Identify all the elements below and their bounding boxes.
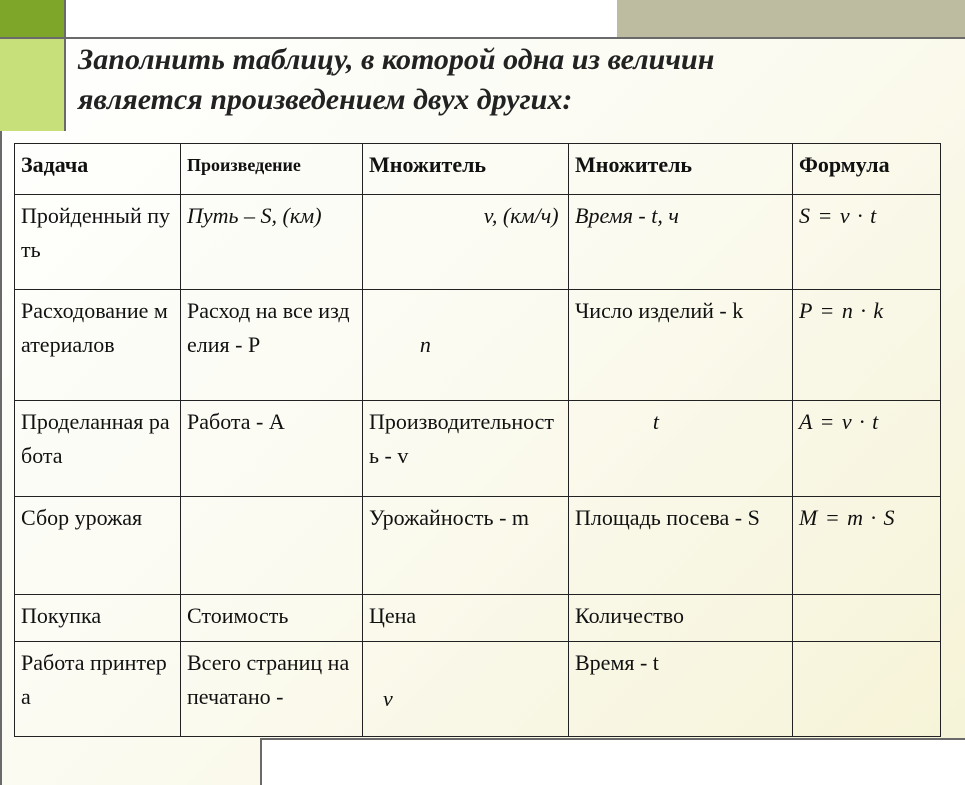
- table-row: [15, 595, 941, 642]
- cell-factor-1: Урожайность - m: [363, 497, 569, 595]
- heading-line-2: является произведением двух других:: [78, 83, 573, 116]
- decor-gray-block: [617, 0, 965, 37]
- cell-factor-1: Производительность - v: [363, 401, 569, 497]
- decor-divider-vertical: [64, 0, 66, 131]
- cell-product: Расход на все изделия - P: [181, 290, 363, 401]
- table-row: [15, 497, 941, 595]
- cell-product: Работа - A: [181, 401, 363, 497]
- cell-product: Путь – S, (км): [181, 195, 363, 290]
- header-cell-factor-2: Множитель: [569, 144, 793, 195]
- cell-factor-2: Число изделий - k: [569, 290, 793, 401]
- cell-task: Пройденный путь: [15, 195, 181, 290]
- cell-factor-1: [363, 195, 569, 290]
- cell-formula: [793, 595, 941, 642]
- cell-factor-2-value: t: [652, 409, 659, 434]
- cell-factor-2: [569, 401, 793, 497]
- cell-task: Сбор урожая: [15, 497, 181, 595]
- decor-green-square: [0, 39, 64, 131]
- cell-formula: [793, 642, 941, 737]
- hidden-answer: [369, 203, 478, 228]
- table-row: [15, 642, 941, 737]
- cell-formula: P = n · k: [793, 290, 941, 401]
- decor-bottom-box: [260, 738, 965, 785]
- cell-factor-2: Время - t, ч: [569, 195, 793, 290]
- hidden-answer: [575, 409, 647, 434]
- header-cell-formula: Формула: [793, 144, 941, 195]
- cell-product: [181, 497, 363, 595]
- cell-task: Работа принтера: [15, 642, 181, 737]
- cell-task: Покупка: [15, 595, 181, 642]
- cell-formula: M = m · S: [793, 497, 941, 595]
- cell-formula: A = v · t: [793, 401, 941, 497]
- cell-factor-2: Площадь посева - S: [569, 497, 793, 595]
- table-row: [15, 290, 941, 401]
- cell-factor-1: v: [363, 642, 569, 737]
- table-header-row: [15, 144, 941, 195]
- decor-left-border: [0, 131, 2, 785]
- cell-task: Расходование материалов: [15, 290, 181, 401]
- table-row: [15, 401, 941, 497]
- header-cell-factor-1: Множитель: [363, 144, 569, 195]
- cell-factor-1-value: v, (км/ч): [483, 203, 559, 228]
- table-row: [15, 195, 941, 290]
- header-cell-product: Произведение: [181, 144, 363, 195]
- header-cell-task: Задача: [15, 144, 181, 195]
- hidden-answer: [369, 298, 556, 357]
- decor-green-block: [0, 0, 64, 37]
- cell-formula: S = v · t: [793, 195, 941, 290]
- cell-task: Проделанная работа: [15, 401, 181, 497]
- cell-product: Всего страниц напечатано -: [181, 642, 363, 737]
- cell-factor-1: [363, 290, 569, 401]
- quantities-table: [14, 143, 941, 737]
- cell-factor-1-value: n: [419, 332, 431, 357]
- hidden-answer: [187, 505, 332, 564]
- cell-product: Стоимость: [181, 595, 363, 642]
- cell-factor-1: Цена: [363, 595, 569, 642]
- cell-factor-2: Количество: [569, 595, 793, 642]
- decor-white-strip: [64, 0, 617, 38]
- heading-line-1: Заполнить таблицу, в которой одна из величин: [78, 43, 715, 76]
- decor-divider-horizontal: [0, 37, 965, 39]
- cell-factor-2: Время - t: [569, 642, 793, 737]
- slide-heading: [78, 40, 948, 120]
